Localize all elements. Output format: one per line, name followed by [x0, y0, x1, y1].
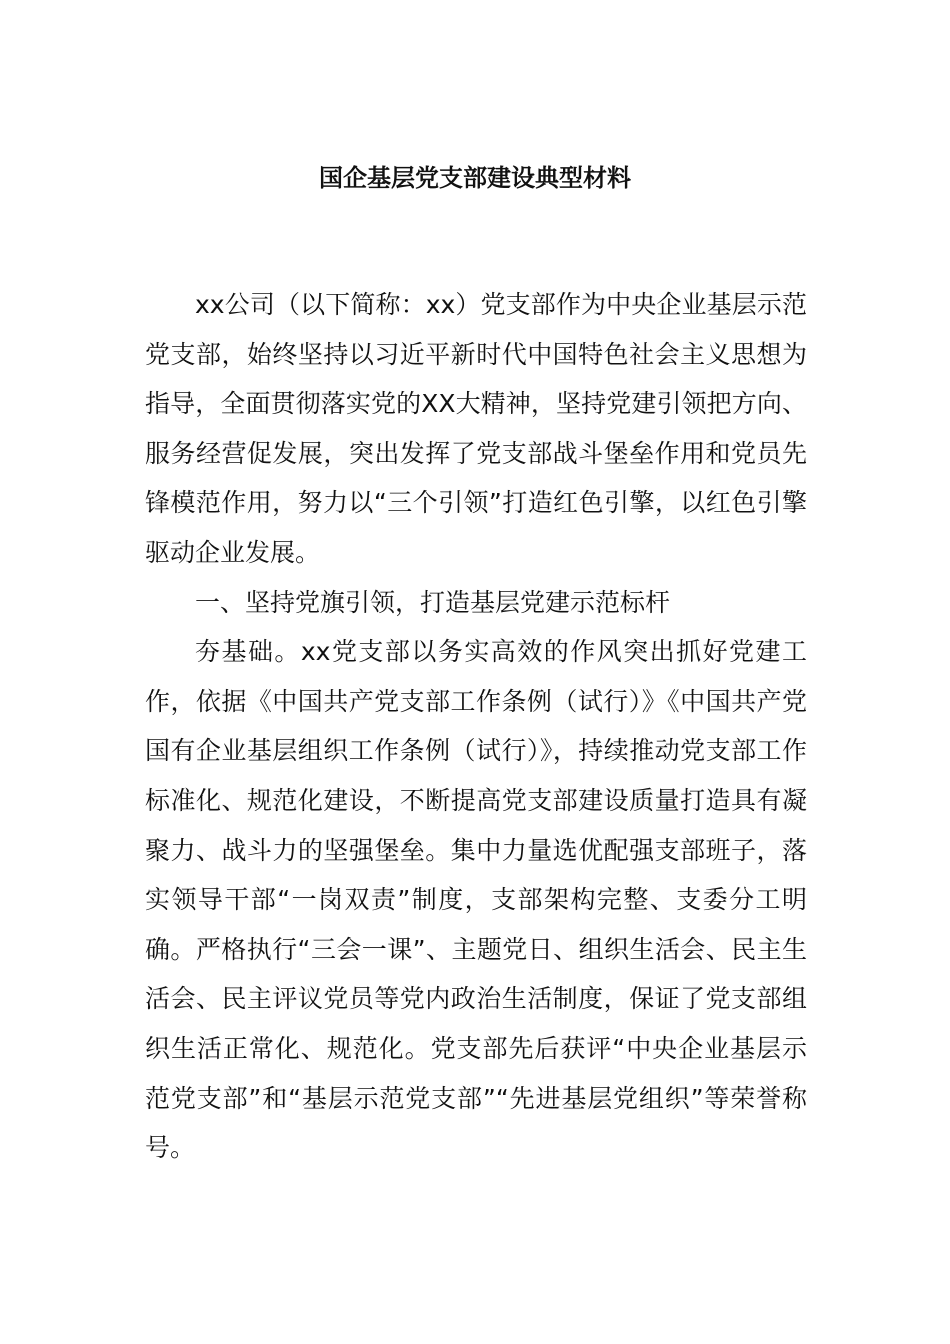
section-heading: 一、坚持党旗引领，打造基层党建示范标杆 [195, 587, 671, 617]
document-body [145, 280, 807, 1173]
intro-paragraph: xx公司（以下简称：xx）党支部作为中央企业基层示范党支部，始终坚持以习近平新时代中国特色社会主义思想为指导，全面贯彻落实党的XX大精神，坚持党建引领把方向、服务经营促发展，突出发挥了党支部战斗堡垒作用和党员先锋模范作用，努力以“三个引领”打造红色引擎，以红色引擎驱动企业发展。 [145, 290, 807, 567]
body-paragraph: 夯基础。xx党支部以务实高效的作风突出抓好党建工作，依据《中国共产党支部工作条例（试行）》《中国共产党国有企业基层组织工作条例（试行）》，持续推动党支部工作标准化、规范化建设，不断提高党支部建设质量打造具有凝聚力、战斗力的坚强堡垒。集中力量选优配强支部班子，落实领导干部“一岗双责”制度，支部架构完整、支委分工明确。严格执行“三会一课”、主题党日、组织生活会、民主生活会、民主评议党员等党内政治生活制度，保证了党支部组织生活正常化、规范化。党支部先后获评“中央企业基层示范党支部”和“基层示范党支部”“先进基层党组织”等荣誉称号。 [145, 637, 807, 1163]
document-title: 国企基层党支部建设典型材料 [319, 164, 631, 192]
